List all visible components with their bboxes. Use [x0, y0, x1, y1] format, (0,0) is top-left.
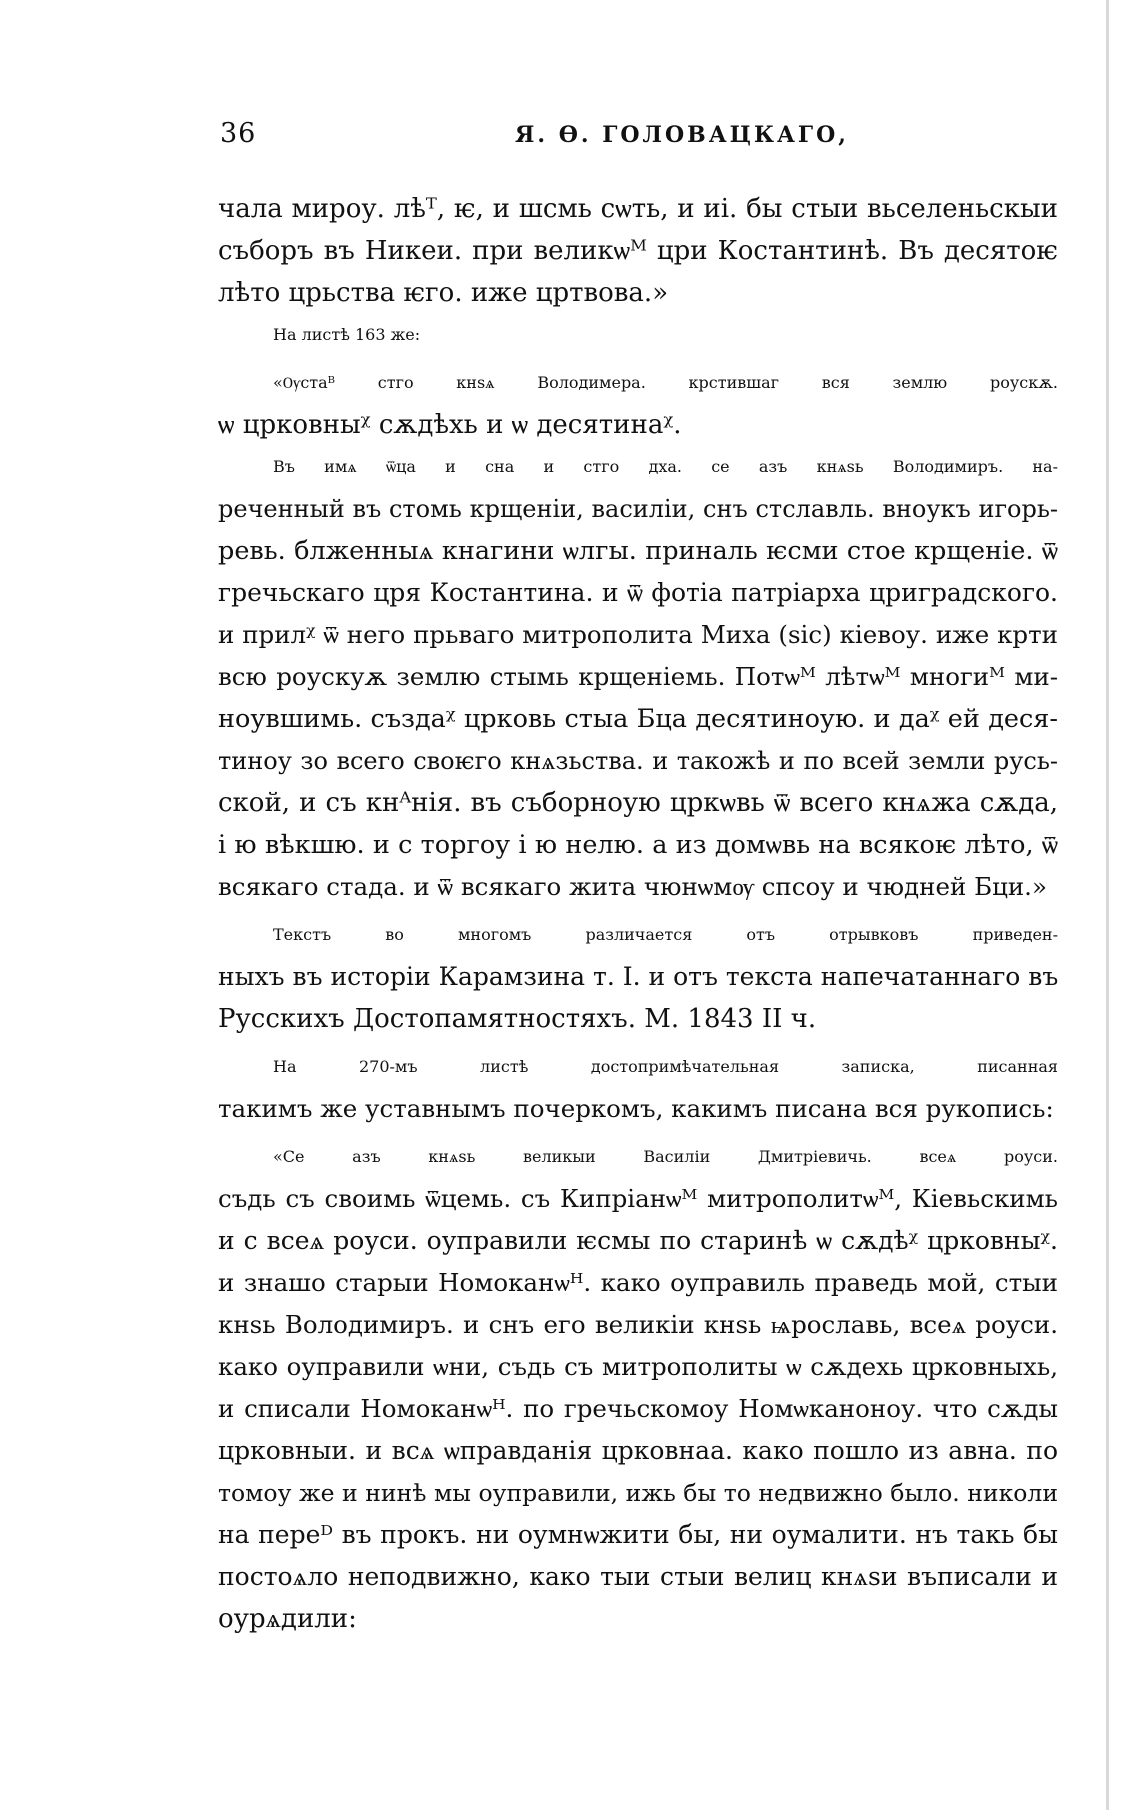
- text-line: чала мироу. лѣᵀ, ѥ, и шсмь сѡть, и иі. бы стыи вьселеньскыи: [218, 194, 1058, 224]
- paragraph-p2: [218, 314, 1058, 356]
- text-line: кнѕь Володимиръ. и снъ его великіи кнѕь ѩрославь, всеѧ роуси.: [218, 1310, 1058, 1339]
- text-line: постоѧло неподвижно, како тыи стыи велиц кнѧѕи въписали и: [218, 1562, 1058, 1591]
- text-line: ревь. блженныѧ кнагини ѡлгы. приналь ѥсми стое крщеніе. ѿ: [218, 536, 1058, 566]
- text-line: оурѧдили:: [218, 1604, 357, 1634]
- text-line: како оуправили ѡни, съдь съ митрополиты ѡ сѫдехь црковныхь,: [218, 1352, 1058, 1381]
- text-line: всю роускуѫ землю стымь крщеніемь. Потѡᴹ лѣтѡᴹ многиᴹ ми-: [218, 662, 1058, 691]
- text-line: ноувшимь. създаᵡ црковь стыа Бца десятиноую. и даᵡ ей деся-: [218, 704, 1058, 734]
- text-line: Русскихъ Достопамятностяхъ. М. 1843 II ч.: [218, 1004, 817, 1034]
- text-line: тиноу зо всего своѥго кнѧзьства. и такожѣ и по всей земли русь-: [218, 747, 1058, 775]
- text-line: и с всеѧ роуси. оуправили ѥсмы по старинѣ ѡ сѫдѣᵡ црковныᵡ.: [218, 1226, 1058, 1255]
- text-line: всякаго стада. и ѿ всякаго жита чюнѡмѹ спсоу и чюдней Бци.»: [218, 872, 1047, 901]
- text-line: томоу же и нинѣ мы оуправили, ижь бы то недвижно было. николи: [218, 1479, 1058, 1507]
- text-line: црковныи. и всѧ ѡправданія црковнаа. како пошло из авна. по: [218, 1436, 1058, 1465]
- text-line: съборъ въ Никеи. при великѡᴹ цри Костантинѣ. Въ десятоѥ: [218, 236, 1058, 266]
- text-line: и знашо старыи Номоканѡᴴ. како оуправиль праведь мой, стыи: [218, 1268, 1058, 1297]
- text-line: и списали Номоканѡᴴ. по гречьскомоу Номѡканоноу. что сѫды: [218, 1394, 1058, 1423]
- text-line: ныхъ въ исторіи Карамзина т. І. и отъ текста напечатаннаго въ: [218, 962, 1059, 991]
- text-line: такимъ же уставнымъ почеркомъ, какимъ писана вся рукопись:: [218, 1094, 1054, 1123]
- text-line: ской, и съ кнᴬнія. въ съборноую цркѡвь ѿ всего кнѧжа сѫда,: [218, 788, 1058, 818]
- text-line: На 270-мъ листѣ достопримѣчательная записка, писанная: [273, 1057, 1058, 1076]
- text-line: Въ имѧ ѿца и сна и стго дха. се азъ кнѧѕь Володимиръ. на-: [273, 457, 1058, 476]
- text-line: і ю вѣкшю. и с торгоу і ю нелю. а из домѡвь на всякоѥ лѣто, ѿ: [218, 830, 1058, 860]
- page-number: 36: [220, 118, 257, 149]
- page-edge-shadow: [1106, 0, 1109, 1810]
- text-line: Текстъ во многомъ различается отъ отрывковъ приведен-: [273, 925, 1058, 944]
- text-line: «Ѹстаᴮ стго кнѕѧ Володимера. крстившаᴦ вся землю роускѫ.: [273, 373, 1058, 392]
- text-line: на переᴰ въ прокъ. ни оумнѡжити бы, ни оумалити. нъ такь бы: [218, 1520, 1058, 1549]
- text-line: гречьскаго цря Костантина. и ѿ фотіа патріарха цриградского.: [218, 578, 1058, 607]
- paragraph-p3: [218, 362, 1058, 446]
- running-head: Я. Ѳ. ГОЛОВАЦКАГО,: [515, 122, 849, 148]
- paragraph-p5: [218, 914, 1058, 1040]
- paragraph-p4: [218, 446, 1058, 908]
- text-line: ѡ црковныᵡ сѫдѣхь и ѡ десятинаᵡ.: [218, 410, 682, 440]
- paragraph-p7: [218, 1136, 1058, 1640]
- paragraph-p1: [218, 188, 1058, 314]
- text-line: На листѣ 163 же:: [273, 325, 421, 344]
- text-line: «Се азъ кнѧѕь великыи Василіи Дмитріевичь. всеѧ роуси.: [273, 1147, 1058, 1166]
- text-line: и прилᵡ ѿ него прьваго митрополита Миха (sic) кіевоу. иже крти: [218, 620, 1058, 649]
- text-line: лѣто црьства ѥго. иже цртвова.»: [218, 278, 669, 308]
- body-text: [218, 188, 1058, 1640]
- text-line: съдь съ своимь ѿцемь. съ Кипріанѡᴹ митрополитѡᴹ, Кіевьскимь: [218, 1184, 1058, 1213]
- page-header: [220, 118, 1040, 158]
- paragraph-p6: [218, 1046, 1058, 1130]
- text-line: реченный въ стомь крщеніи, василіи, снъ стславль. вноукъ игорь-: [218, 495, 1058, 523]
